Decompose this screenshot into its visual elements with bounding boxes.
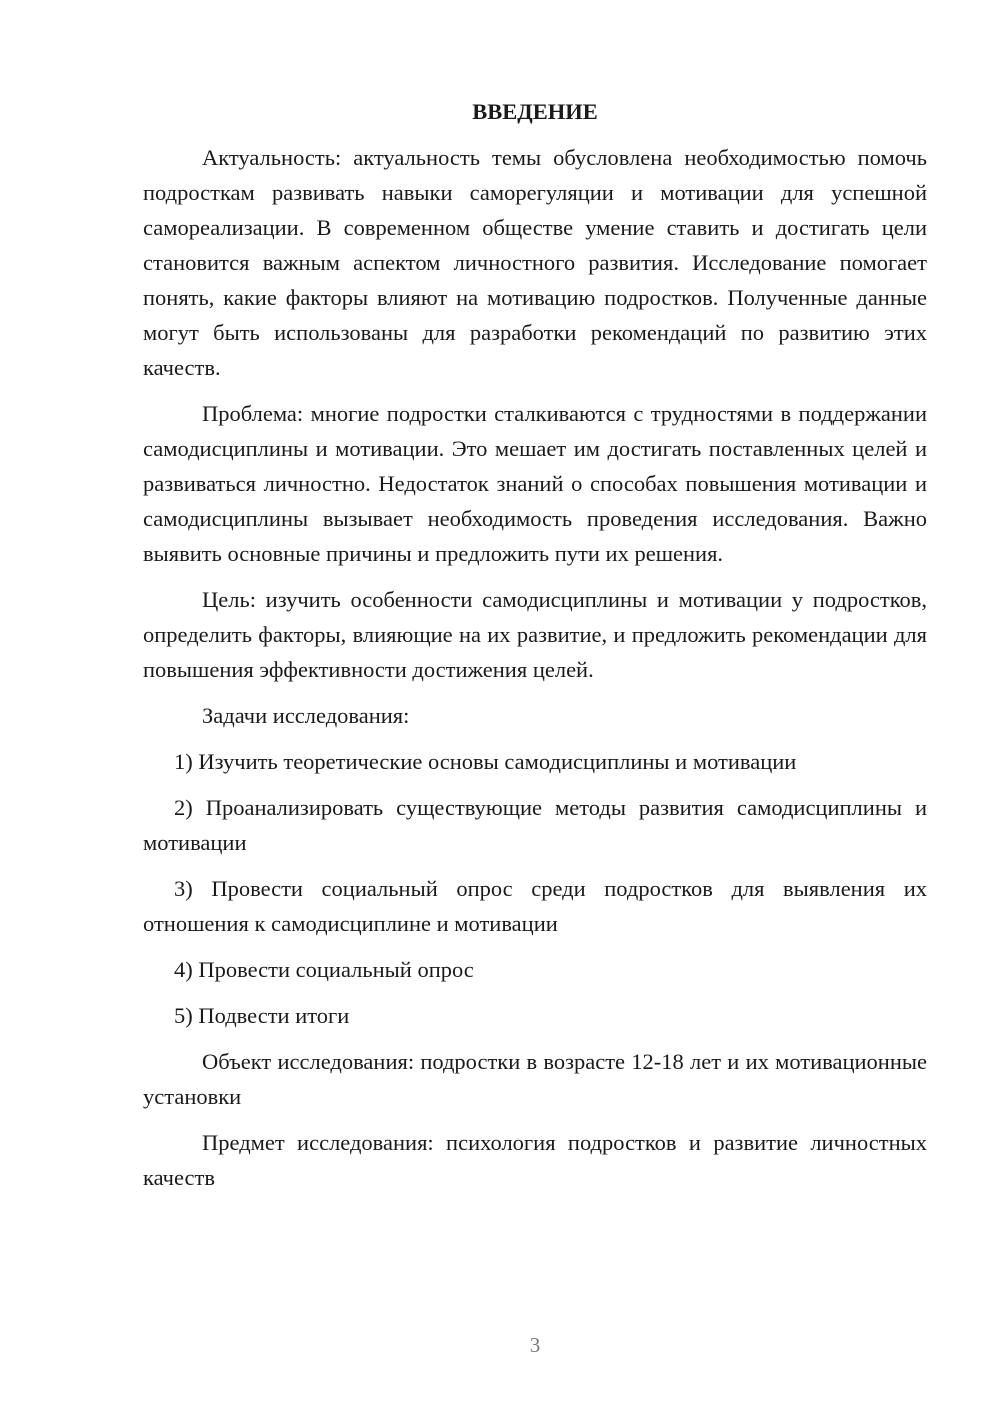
problem-paragraph: Проблема: многие подростки сталкиваются с трудностями в поддержании самодисциплины и мотивации. Это мешает им достигать поставленных целей и развиваться личностно. Недостаток знаний о способах повышения мотивации и самодисциплины вызывает необходимость проведения исследования. Важно выявить основные причины и предложить пути их решения.	[143, 401, 927, 566]
task-item-2: 2) Проанализировать существующие методы развития самодисциплины и мотивации	[143, 795, 927, 855]
relevance-paragraph: Актуальность: актуальность темы обусловлена необходимостью помочь подросткам развивать навыки саморегуляции и мотивации для успешной самореализации. В современном обществе умение ставить и достигать цели становится важным аспектом личностного развития. Исследование помогает понять, какие факторы влияют на мотивацию подростков. Полученные данные могут быть использованы для разработки рекомендаций по развитию этих качеств.	[143, 145, 927, 380]
page-body	[143, 94, 927, 1206]
task-item-5: 5) Подвести итоги	[174, 1003, 350, 1028]
task-item-1: 1) Изучить теоретические основы самодисциплины и мотивации	[174, 749, 797, 774]
tasks-heading: Задачи исследования:	[202, 703, 410, 728]
object-paragraph: Объект исследования: подростки в возрасте 12-18 лет и их мотивационные установки	[143, 1049, 927, 1109]
goal-paragraph: Цель: изучить особенности самодисциплины и мотивации у подростков, определить факторы, влияющие на их развитие, и предложить рекомендации для повышения эффективности достижения целей.	[143, 587, 927, 682]
task-item-3: 3) Провести социальный опрос среди подростков для выявления их отношения к самодисциплине и мотивации	[143, 876, 927, 936]
page-number: 3	[529, 1333, 541, 1357]
subject-paragraph: Предмет исследования: психология подростков и развитие личностных качеств	[143, 1130, 927, 1190]
page-title: ВВЕДЕНИЕ	[472, 99, 598, 124]
task-item-4: 4) Провести социальный опрос	[174, 957, 474, 982]
